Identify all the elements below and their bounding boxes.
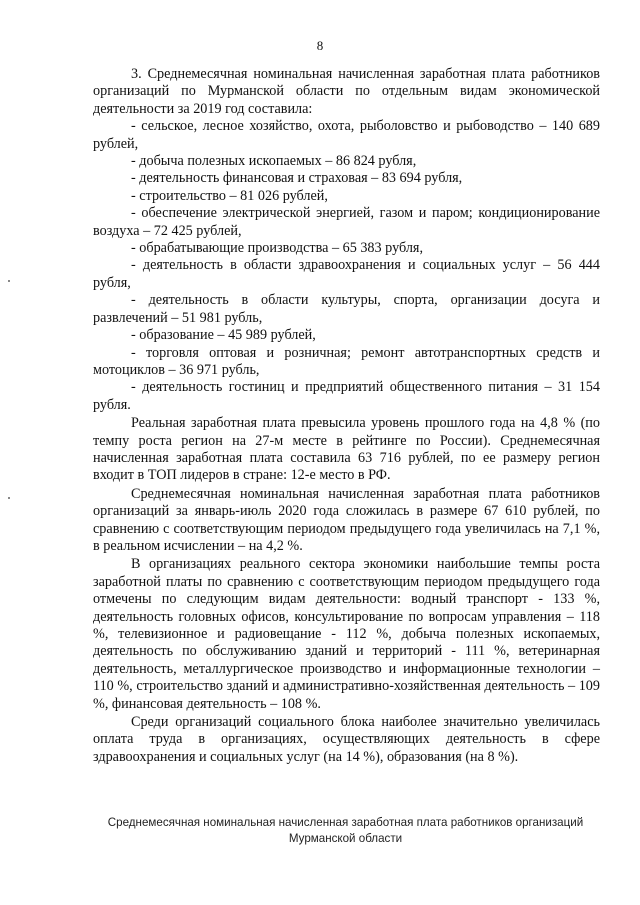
list-item: - обрабатывающие производства – 65 383 рубля, <box>131 240 423 257</box>
list-item: - образование – 45 989 рублей, <box>131 327 316 344</box>
paragraph-jan-jul-2020: Среднемесячная номинальная начисленная заработная плата работников организаций за январь-июль 2020 года сложилась в размере 67 610 рублей, по сравнению с соответствующим периодом предыдущего года увеличилась на 7,1 %, в реальном исчислении – на 4,2 %. <box>93 485 600 554</box>
document-body <box>93 66 600 766</box>
list-item: - сельское, лесное хозяйство, охота, рыболовство и рыбоводство – 140 689 рублей, <box>93 118 600 152</box>
item3-intro: 3. Среднемесячная номинальная начисленная заработная плата работников организаций по Мурманской области по отдельным видам экономической деятельности за 2019 год составила: <box>93 66 600 117</box>
list-item: - добыча полезных ископаемых – 86 824 рубля, <box>131 153 417 170</box>
list-item: - торговля оптовая и розничная; ремонт автотранспортных средств и мотоциклов – 36 971 рубль, <box>93 344 600 378</box>
scan-speck <box>8 497 10 499</box>
list-item: - обеспечение электрической энергией, газом и паром; кондиционирование воздуха – 72 425 рублей, <box>93 205 600 239</box>
list-item: - строительство – 81 026 рублей, <box>131 187 328 204</box>
page-number: 8 <box>316 38 324 53</box>
list-item: - деятельность в области здравоохранения и социальных услуг – 56 444 рубля, <box>93 257 600 291</box>
list-item: - деятельность в области культуры, спорта, организации досуга и развлечений – 51 981 рубль, <box>93 292 600 326</box>
scan-speck <box>8 280 10 282</box>
figure-caption: Среднемесячная номинальная начисленная заработная плата работников организаций Мурманской области <box>107 816 584 845</box>
list-item: - деятельность финансовая и страховая – 83 694 рубля, <box>131 170 463 187</box>
paragraph-real-sector: В организациях реального сектора экономики наибольшие темпы роста заработной платы по сравнению с соответствующим периодом предыдущего года отмечены по следующим видам деятельности: водный транспорт - 133 %, деятельность головных офисов, консультирование по вопросам управления – 118 %, телевизионное и радиовещание - 112 %, добыча полезных ископаемых, деятельность по обслуживанию зданий и территорий - 111 %, ветеринарная деятельность, металлургическое производство и информационные технологии – 110 %, строительство зданий и административно-хозяйственная деятельность – 109 %, финансовая деятельность – 108 %. <box>93 556 600 712</box>
list-item: - деятельность гостиниц и предприятий общественного питания – 31 154 рубля. <box>93 379 600 413</box>
paragraph-real-wage: Реальная заработная плата превысила уровень прошлого года на 4,8 % (по темпу роста регион на 27-м месте в рейтинге по России). Среднемесячная начисленная заработная плата составила 63 716 рублей, по ее размеру регион входит в ТОП лидеров в стране: 12-е место в РФ. <box>93 415 600 484</box>
paragraph-social-block: Среди организаций социального блока наиболее значительно увеличилась оплата труда в организациях, осуществляющих деятельность в сфере здравоохранения и социальных услуг (на 14 %), образования (на 8 %). <box>93 714 600 765</box>
